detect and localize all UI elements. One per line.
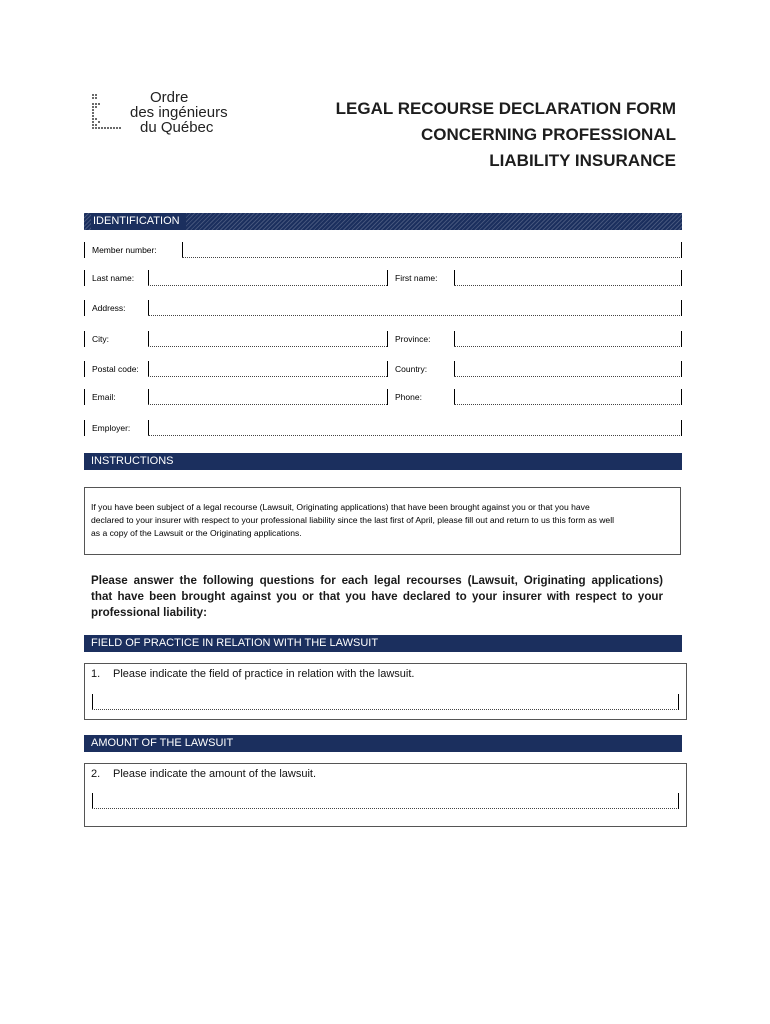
question-text: Please indicate the field of practice in relation with the lawsuit.	[113, 668, 415, 680]
field-edge	[387, 389, 388, 405]
field-edge	[148, 331, 149, 347]
field-edge	[681, 300, 682, 316]
member-number-field[interactable]	[182, 257, 682, 258]
field-edge	[678, 793, 679, 809]
field-edge	[387, 361, 388, 377]
field-edge	[454, 389, 455, 405]
instructions-line-2: declared to your insurer with respect to your professional liability since the last first of April, please fill out and return to us this form as well	[91, 515, 615, 525]
employer-field[interactable]	[148, 435, 682, 436]
amount-question	[91, 768, 316, 780]
last-name-label: Last name:	[92, 273, 135, 283]
questions-prompt	[91, 573, 663, 621]
province-label: Province:	[395, 334, 431, 344]
instructions-line-1: If you have been subject of a legal recourse (Lawsuit, Originating applications) that have been brought against you or that you have	[91, 502, 590, 512]
field-edge	[148, 300, 149, 316]
field-edge	[92, 694, 93, 710]
form-title-line-3: LIABILITY INSURANCE	[489, 151, 676, 170]
field-edge	[148, 270, 149, 286]
field-edge	[84, 300, 85, 316]
identification-heading: IDENTIFICATION	[91, 213, 186, 230]
field-edge	[84, 242, 85, 258]
postal-code-label: Postal code:	[92, 364, 139, 374]
field-edge	[92, 793, 93, 809]
field-edge	[454, 331, 455, 347]
field-of-practice-section-header	[84, 635, 682, 652]
city-label: City:	[92, 334, 109, 344]
field-edge	[84, 270, 85, 286]
field-edge	[387, 270, 388, 286]
address-field[interactable]	[148, 315, 682, 316]
city-row	[84, 331, 682, 347]
ordre-logo-icon	[90, 94, 124, 134]
amount-section-header	[84, 735, 682, 752]
field-edge	[681, 270, 682, 286]
field-of-practice-answer[interactable]	[92, 694, 679, 710]
amount-heading: AMOUNT OF THE LAWSUIT	[91, 737, 234, 749]
instructions-line-3: as a copy of the Lawsuit or the Originating applications.	[91, 528, 302, 538]
phone-field[interactable]	[454, 404, 682, 405]
organization-line-2: des ingénieurs	[130, 104, 228, 121]
question-number: 2.	[91, 768, 101, 780]
email-field[interactable]	[148, 404, 387, 405]
organization-line-1: Ordre	[150, 89, 189, 106]
field-edge	[387, 331, 388, 347]
field-of-practice-heading: FIELD OF PRACTICE IN RELATION WITH THE LAWSUIT	[91, 637, 379, 649]
field-edge	[454, 270, 455, 286]
instructions-heading: INSTRUCTIONS	[91, 455, 174, 467]
form-title-line-2: CONCERNING PROFESSIONAL	[420, 125, 676, 144]
answer-line	[92, 808, 679, 809]
form-title-line-1: LEGAL RECOURSE DECLARATION FORM	[335, 99, 676, 118]
address-row	[84, 300, 682, 316]
answer-line	[92, 709, 679, 710]
phone-label: Phone:	[395, 392, 422, 402]
field-of-practice-question-box	[84, 663, 687, 720]
postal-code-field[interactable]	[148, 376, 387, 377]
amount-question-box	[84, 763, 687, 827]
address-label: Address:	[92, 303, 126, 313]
first-name-label: First name:	[395, 273, 438, 283]
question-text: Please indicate the amount of the lawsuit.	[113, 768, 317, 780]
instructions-box	[84, 487, 681, 555]
field-edge	[678, 694, 679, 710]
employer-row	[84, 420, 682, 436]
field-edge	[454, 361, 455, 377]
identification-section-header	[84, 213, 682, 230]
city-field[interactable]	[148, 346, 387, 347]
organization-name	[130, 90, 228, 135]
email-label: Email:	[92, 392, 116, 402]
field-edge	[681, 420, 682, 436]
field-edge	[148, 420, 149, 436]
country-field[interactable]	[454, 376, 682, 377]
field-edge	[148, 361, 149, 377]
field-edge	[182, 242, 183, 258]
field-edge	[84, 331, 85, 347]
last-name-field[interactable]	[148, 285, 387, 286]
field-edge	[84, 361, 85, 377]
member-number-row	[84, 242, 682, 258]
form-title	[300, 96, 676, 174]
postal-code-row	[84, 361, 682, 377]
prompt-line-3: professional liability:	[91, 606, 207, 619]
prompt-line-2: that have been brought against you or that you have declared to your insurer with respect to your	[91, 590, 663, 603]
question-number: 1.	[91, 668, 101, 680]
prompt-line-1: Please answer the following questions for each legal recourses (Lawsuit, Originating applications)	[91, 574, 663, 587]
country-label: Country:	[395, 364, 428, 374]
field-edge	[681, 389, 682, 405]
employer-label: Employer:	[92, 423, 131, 433]
instructions-section-header	[84, 453, 682, 470]
field-edge	[148, 389, 149, 405]
field-edge	[681, 361, 682, 377]
first-name-field[interactable]	[454, 285, 682, 286]
field-edge	[84, 420, 85, 436]
organization-line-3: du Québec	[140, 119, 214, 136]
email-row	[84, 389, 682, 405]
amount-answer[interactable]	[92, 793, 679, 809]
province-field[interactable]	[454, 346, 682, 347]
field-of-practice-question	[91, 668, 414, 680]
field-edge	[84, 389, 85, 405]
field-edge	[681, 242, 682, 258]
field-edge	[681, 331, 682, 347]
name-row	[84, 270, 682, 286]
member-number-label: Member number:	[92, 245, 157, 255]
